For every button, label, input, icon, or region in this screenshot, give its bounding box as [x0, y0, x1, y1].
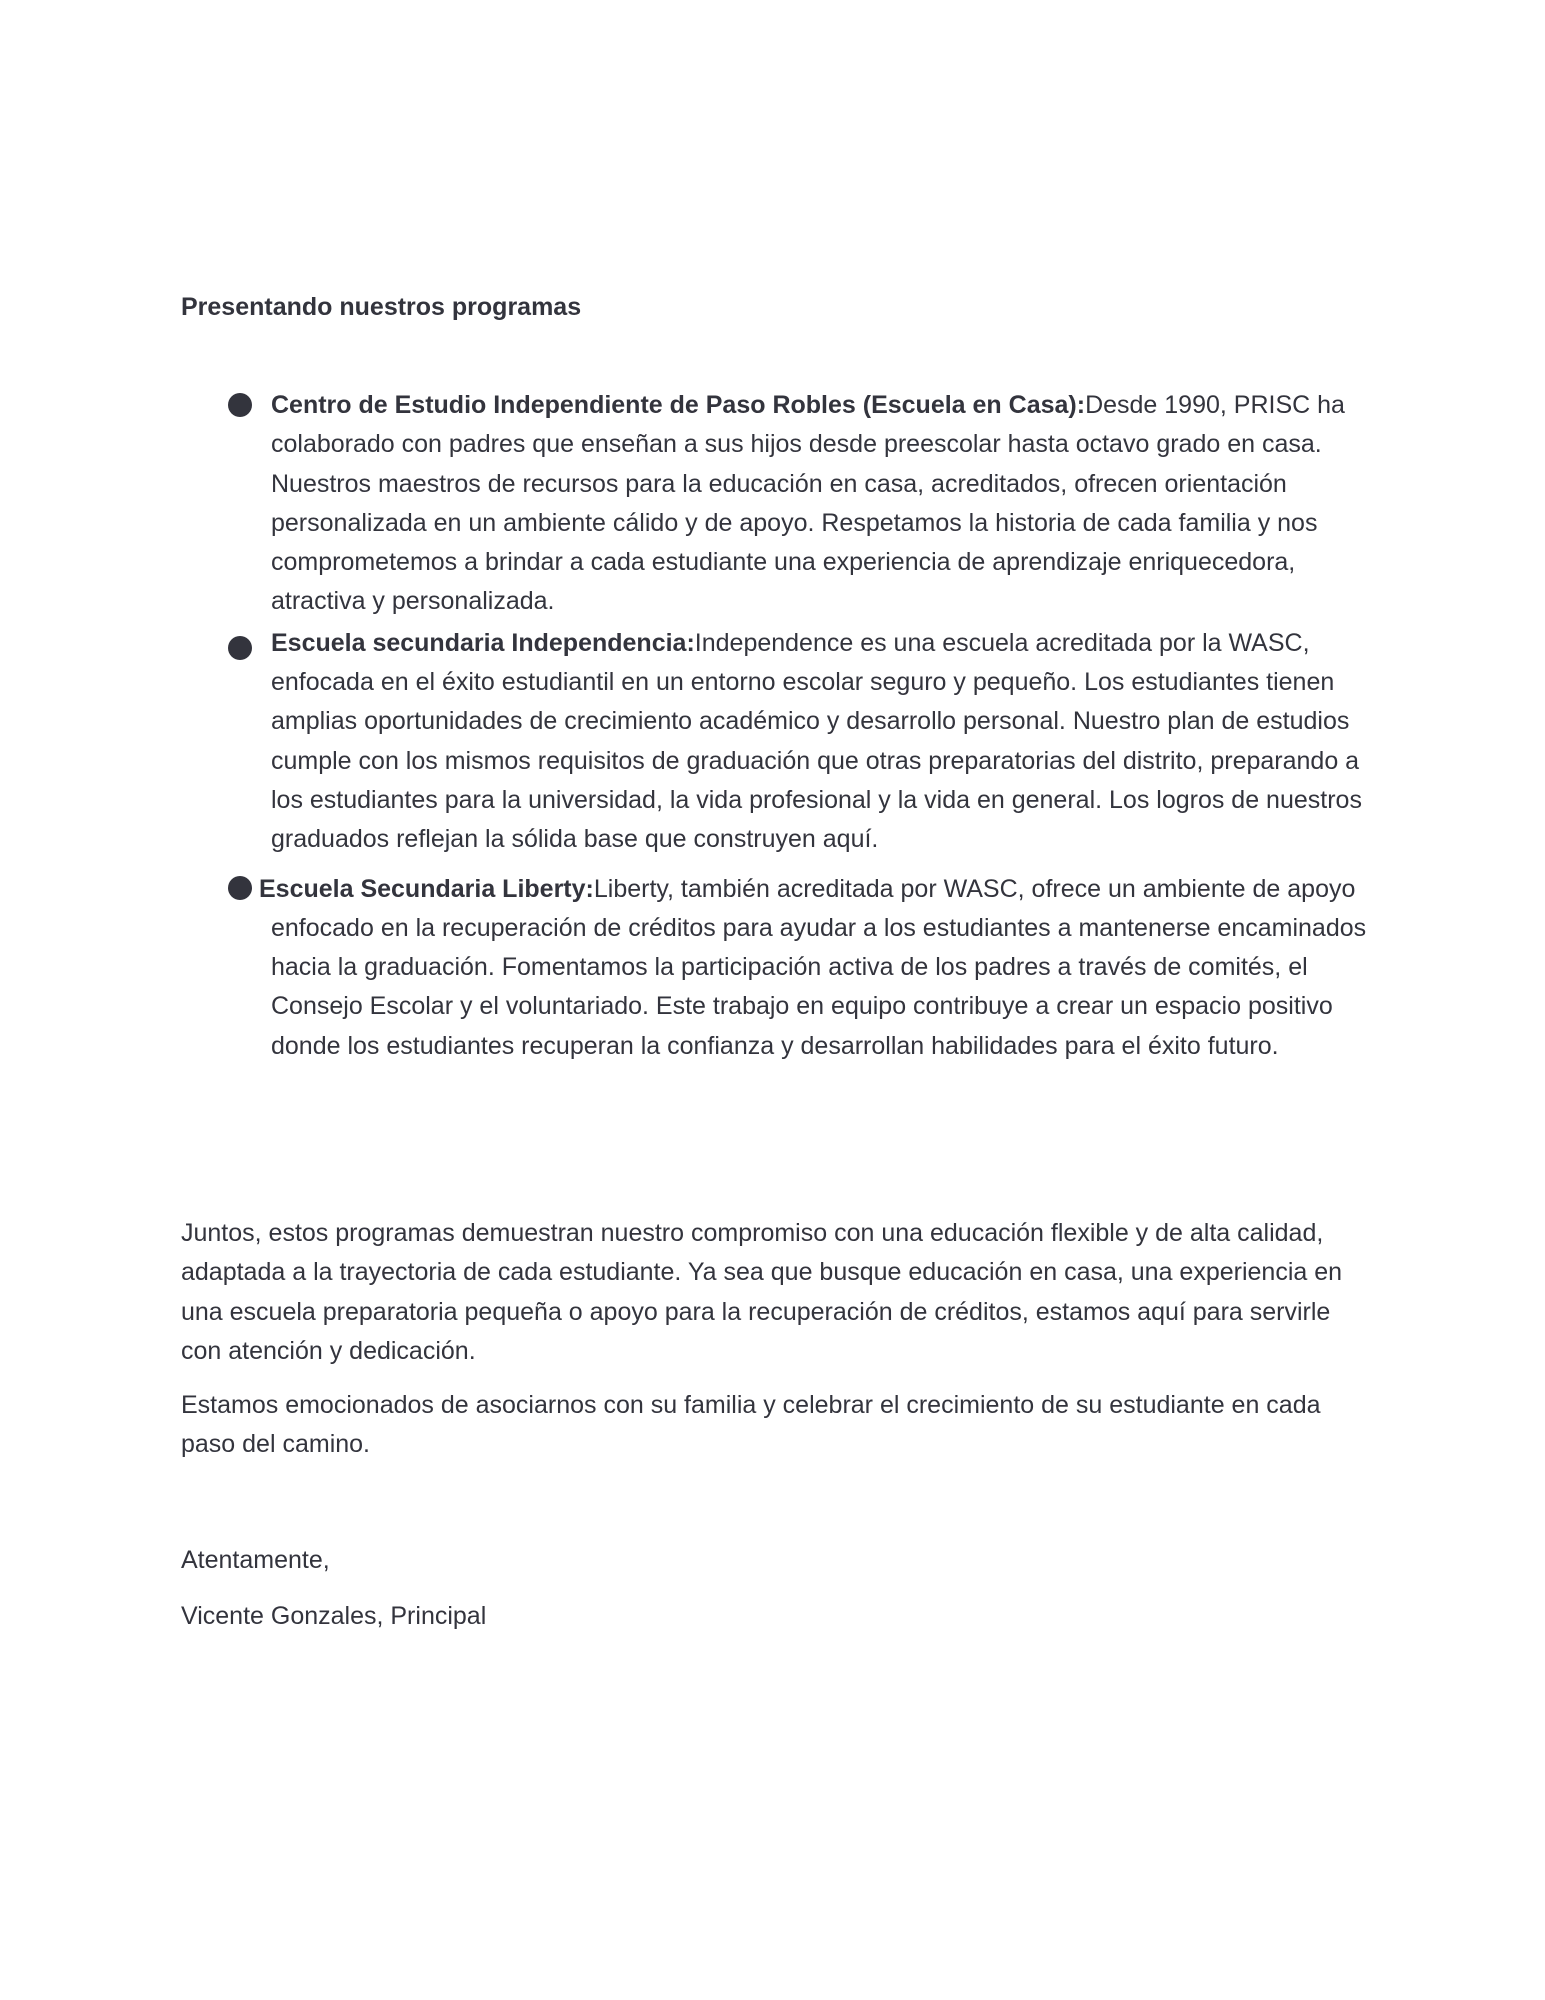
closing-salutation: Atentamente, — [181, 1546, 330, 1574]
program-item-prisc — [0, 386, 1371, 622]
program-description: Desde 1990, PRISC ha colaborado con padres que enseñan a sus hijos desde preescolar hasta octavo grado en casa. Nuestros maestros de recursos para la educación en casa, acreditados, ofrecen orientación personalizada en un ambiente cálido y de apoyo. Respetamos la historia de cada familia y nos comprometemos a brindar a cada estudiante una experiencia de aprendizaje enriquecedora, atractiva y personalizada. — [271, 391, 1345, 616]
program-list — [0, 386, 1545, 1066]
bullet-icon — [228, 636, 252, 660]
program-title: Escuela secundaria Independencia: — [271, 628, 695, 657]
program-title: Centro de Estudio Independiente de Paso Robles (Escuela en Casa): — [271, 391, 1086, 419]
bullet-icon — [228, 393, 252, 417]
signature-line: Vicente Gonzales, Principal — [181, 1602, 487, 1630]
program-description: Liberty, también acreditada por WASC, ofrece un ambiente de apoyo enfocado en la recuperación de créditos para ayudar a los estudiantes a mantenerse encaminados hacia la graduación. Fomentamos la participación activa de los padres a través de comités, el Consejo Escolar y el voluntariado. Este trabajo en equipo contribuye a crear un espacio positivo donde los estudiantes recuperan la confianza y desarrollan habilidades para el éxito futuro. — [271, 874, 1367, 1060]
program-item-liberty — [0, 870, 1371, 1066]
bullet-icon — [228, 876, 252, 900]
program-item-independence — [0, 624, 1371, 860]
summary-paragraph: Juntos, estos programas demuestran nuestro compromiso con una educación flexible y de alta calidad, adaptada a la trayectoria de cada estudiante. Ya sea que busque educación en casa, una experiencia en una escuela preparatoria pequeña o apoyo para la recuperación de créditos, estamos aquí para servirle con atención y dedicación. — [181, 1219, 1343, 1365]
program-title: Escuela Secundaria Liberty: — [259, 874, 594, 903]
section-heading: Presentando nuestros programas — [181, 293, 582, 321]
partnership-paragraph: Estamos emocionados de asociarnos con su familia y celebrar el crecimiento de su estudiante en cada paso del camino. — [181, 1391, 1321, 1459]
program-description: Independence es una escuela acreditada por la WASC, enfocada en el éxito estudiantil en un entorno escolar seguro y pequeño. Los estudiantes tienen amplias oportunidades de crecimiento académico y desarrollo personal. Nuestro plan de estudios cumple con los mismos requisitos de graduación que otras preparatorias del distrito, preparando a los estudiantes para la universidad, la vida profesional y la vida en general. Los logros de nuestros graduados reflejan la sólida base que construyen aquí. — [271, 628, 1362, 854]
